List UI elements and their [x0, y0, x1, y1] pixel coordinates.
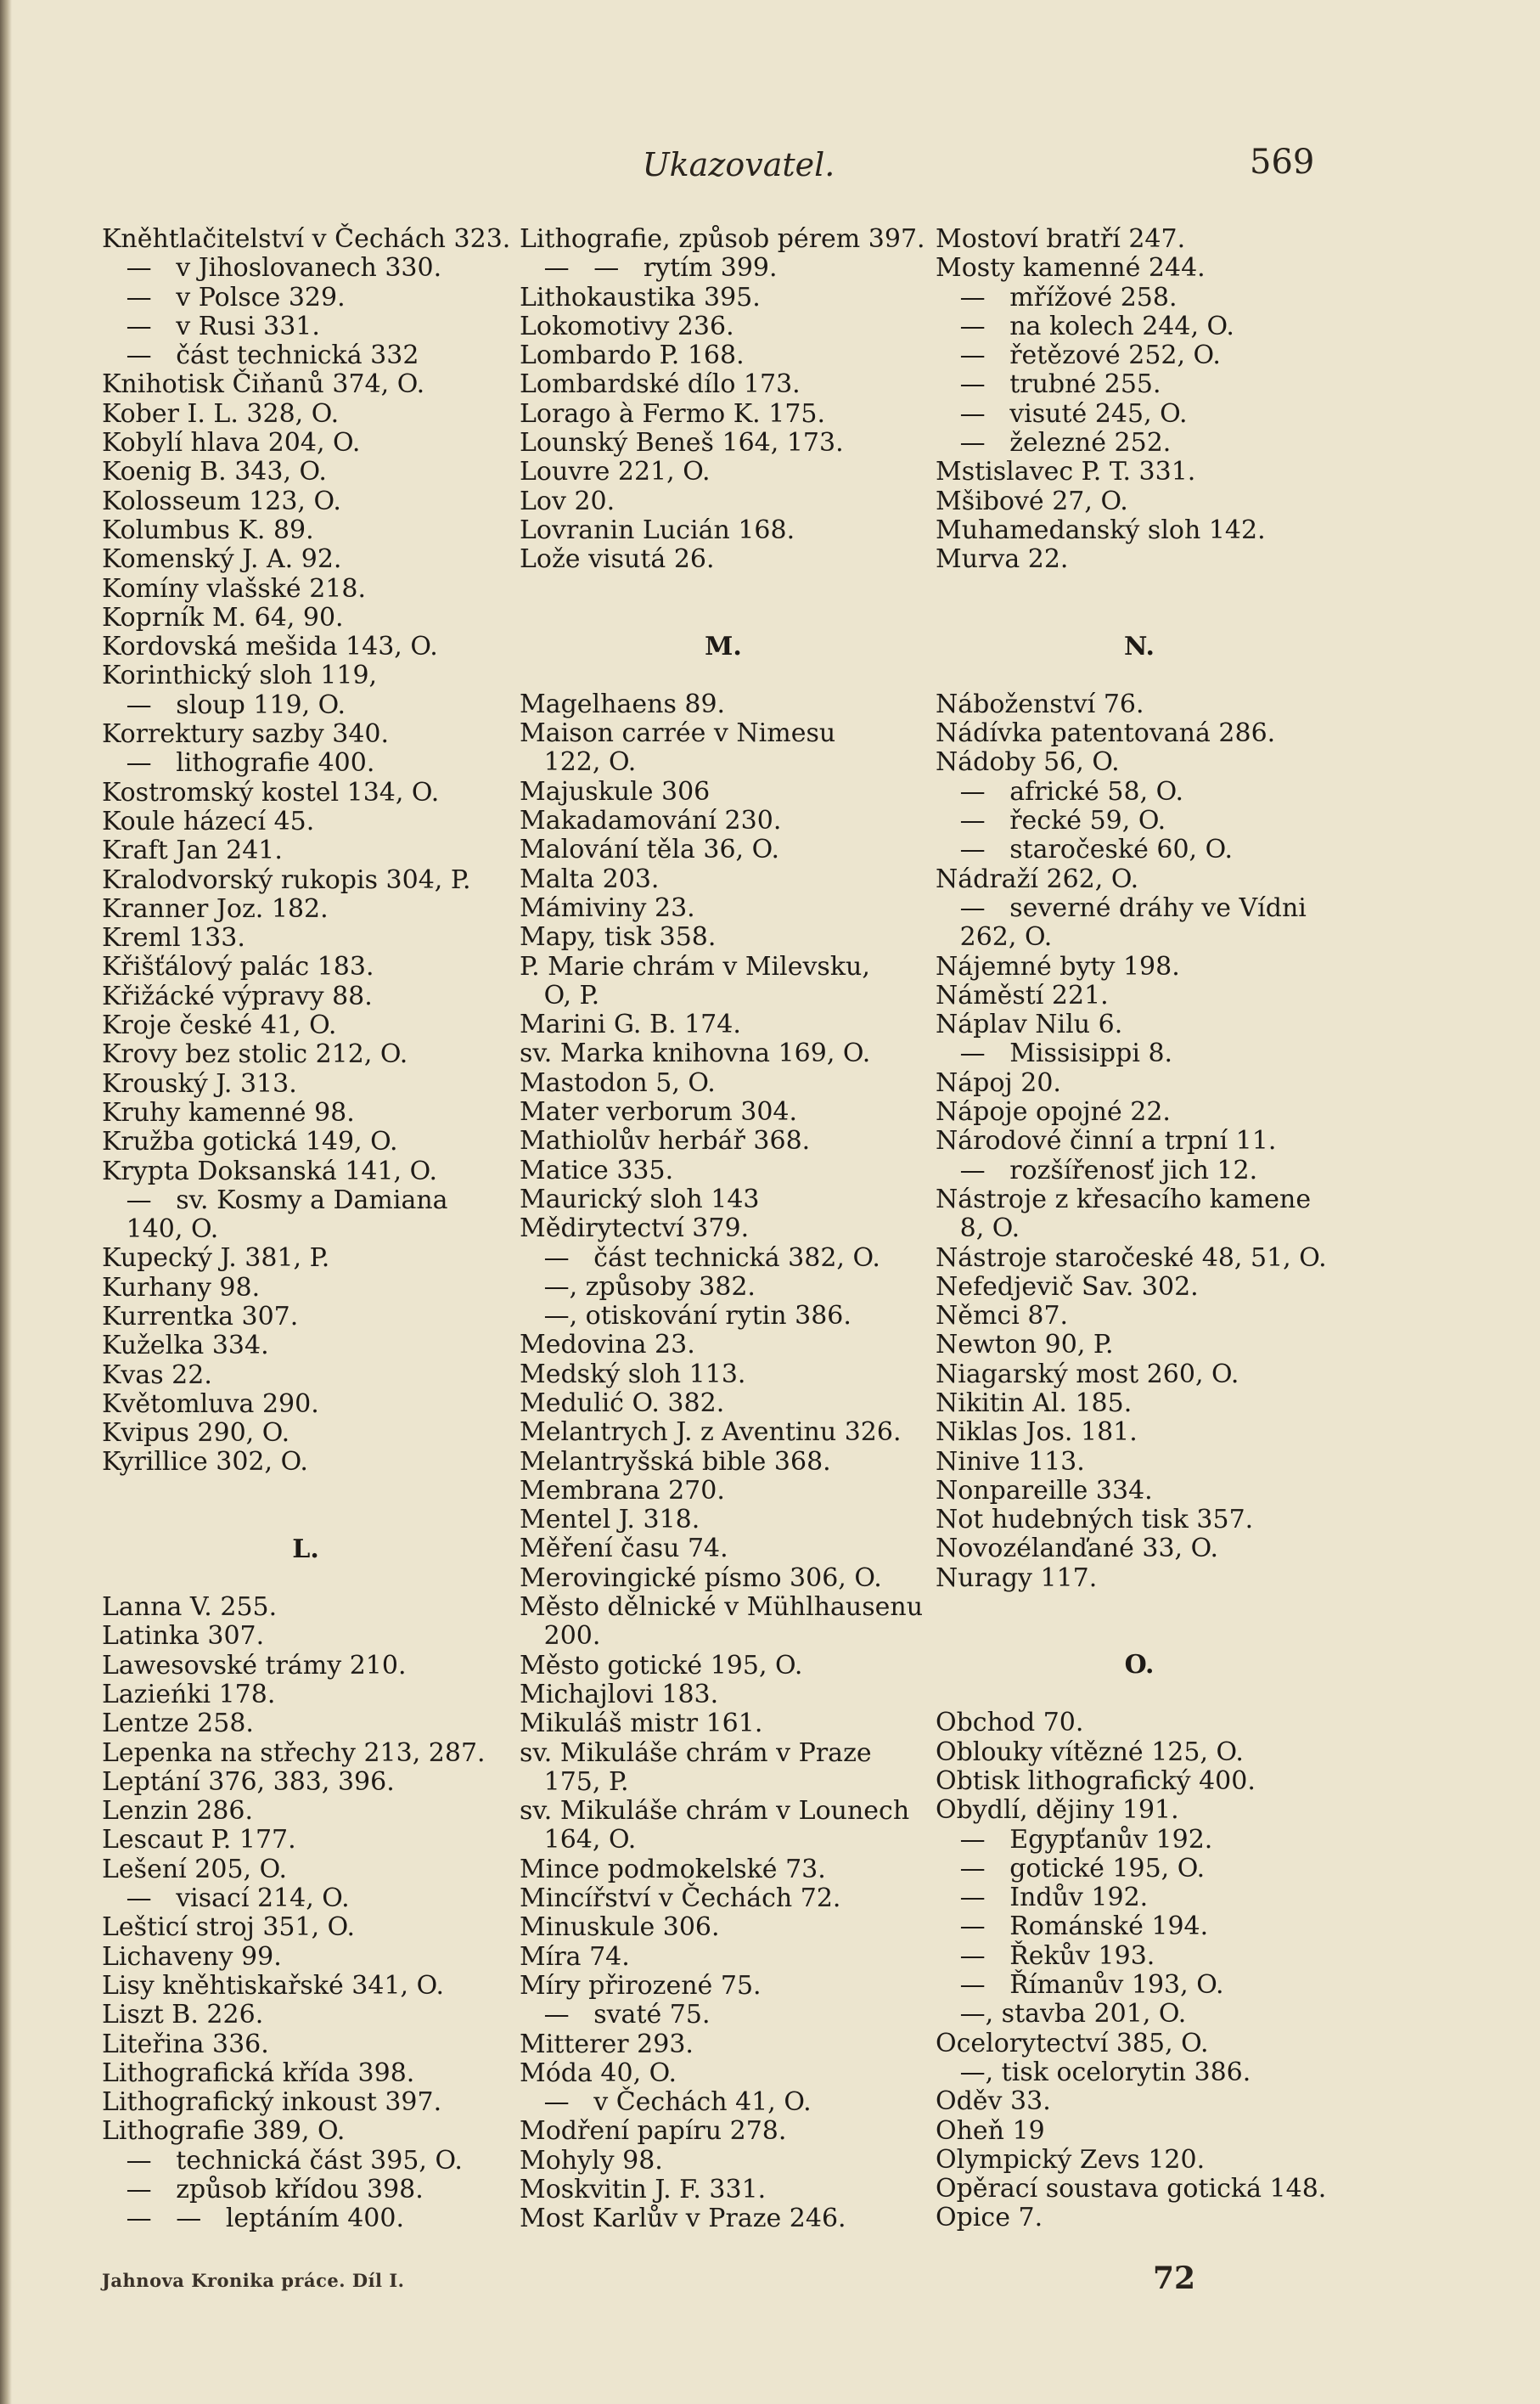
- index-entry: Kroje české 41, O.: [102, 1011, 337, 1041]
- index-entry: Moskvitin J. F. 331.: [520, 2175, 767, 2204]
- index-entry: Magelhaens 89.: [520, 689, 726, 719]
- index-entry: Nonpareille 334.: [936, 1475, 1153, 1506]
- index-entry: Leptání 376, 383, 396.: [102, 1766, 395, 1797]
- index-entry: Opěrací soustava gotická 148.: [936, 2174, 1327, 2204]
- index-entry: Kobylí hlava 204, O.: [102, 428, 361, 459]
- index-entry: Maurický sloh 143: [520, 1184, 760, 1214]
- index-entry: Lentze 258.: [102, 1709, 254, 1739]
- index-entry: — v Jihoslovanech 330.: [102, 253, 442, 284]
- index-entry: — sv. Kosmy a Damiana: [102, 1185, 448, 1215]
- index-entry: Němci 87.: [936, 1301, 1069, 1331]
- index-entry: Mámiviny 23.: [520, 892, 695, 923]
- index-entry: Kurhany 98.: [102, 1272, 261, 1303]
- index-entry: — Románské 194.: [936, 1911, 1209, 1942]
- index-entry: Nástroje staročeské 48, 51, O.: [936, 1242, 1327, 1273]
- index-column-1: [102, 225, 509, 2234]
- index-entry: Medský sloh 113.: [520, 1359, 746, 1389]
- index-entry: Nefedjevič Sav. 302.: [936, 1271, 1199, 1302]
- index-letter-heading: L.: [292, 1534, 319, 1564]
- index-entry: Matice 335.: [520, 1155, 674, 1185]
- index-entry: Náplav Nilu 6.: [936, 1010, 1123, 1040]
- index-entry: Louvre 221, O.: [520, 457, 711, 487]
- index-entry: — na kolech 244, O.: [936, 311, 1234, 341]
- index-entry: Kružba gotická 149, O.: [102, 1127, 398, 1157]
- index-entry: Murva 22.: [936, 544, 1069, 575]
- index-entry: Lanna V. 255.: [102, 1592, 278, 1623]
- index-entry: sv. Mikuláše chrám v Lounech: [520, 1796, 910, 1827]
- index-entry: Míry přirozené 75.: [520, 1970, 762, 2001]
- index-entry: Newton 90, P.: [936, 1330, 1114, 1360]
- index-entry: Latinka 307.: [102, 1621, 265, 1652]
- index-entry: — železné 252.: [936, 428, 1172, 459]
- index-entry: Liteřina 336.: [102, 2029, 269, 2059]
- index-entry: Lombardo P. 168.: [520, 341, 745, 371]
- index-entry: Muhamedanský sloh 142.: [936, 515, 1266, 545]
- index-entry: Korinthický sloh 119,: [102, 661, 378, 691]
- index-column-3: [936, 225, 1343, 2233]
- index-entry: Mostoví bratří 247.: [936, 224, 1186, 254]
- index-entry: — gotické 195, O.: [936, 1853, 1206, 1883]
- index-entry: — africké 58, O.: [936, 776, 1184, 807]
- index-entry: Koenig B. 343, O.: [102, 457, 327, 487]
- index-entry: —, otiskování rytin 386.: [520, 1301, 851, 1331]
- index-entry: Kurrentka 307.: [102, 1301, 299, 1331]
- index-letter-heading: M.: [705, 631, 742, 662]
- index-entry: — severné dráhy ve Vídni: [936, 892, 1307, 923]
- index-entry: Křižácké výpravy 88.: [102, 981, 373, 1011]
- index-entry: Kranner Joz. 182.: [102, 893, 329, 924]
- running-header: Ukazovatel.: [642, 146, 835, 183]
- index-entry: 262, O.: [936, 922, 1053, 953]
- index-entry: O, P.: [520, 980, 600, 1011]
- index-entry: Niklas Jos. 181.: [936, 1417, 1138, 1448]
- index-entry: — Egypťanův 192.: [936, 1824, 1213, 1855]
- index-entry: Mentel J. 318.: [520, 1505, 700, 1535]
- index-entry: Medulić O. 382.: [520, 1388, 725, 1418]
- index-entry: Makadamování 230.: [520, 806, 782, 836]
- index-entry: Křišťálový palác 183.: [102, 952, 374, 982]
- index-entry: Komenský J. A. 92.: [102, 544, 342, 575]
- index-entry: Náměstí 221.: [936, 980, 1109, 1011]
- index-entry: Lichaveny 99.: [102, 1941, 282, 1972]
- index-entry: 140, O.: [102, 1214, 219, 1245]
- index-entry: — staročeské 60, O.: [936, 835, 1233, 865]
- index-entry: Maison carrée v Nimesu: [520, 718, 836, 749]
- index-entry: 8, O.: [936, 1213, 1020, 1244]
- index-entry: Obchod 70.: [936, 1708, 1084, 1738]
- index-entry: — visací 214, O.: [102, 1883, 350, 1914]
- index-entry: — mřížové 258.: [936, 282, 1177, 312]
- index-entry: Knihotisk Čiňanů 374, O.: [102, 369, 425, 400]
- index-entry: Mastodon 5, O.: [520, 1067, 716, 1098]
- index-entry: Oblouky vítězné 125, O.: [936, 1737, 1244, 1767]
- index-entry: Mincířství v Čechách 72.: [520, 1883, 841, 1914]
- index-entry: Kralodvorský rukopis 304, P.: [102, 864, 471, 895]
- index-entry: Medovina 23.: [520, 1330, 695, 1360]
- index-entry: Nápoje opojné 22.: [936, 1097, 1171, 1128]
- index-entry: Lombardské dílo 173.: [520, 369, 801, 400]
- sheet-number: 72: [1153, 2260, 1196, 2296]
- index-entry: Not hudebných tisk 357.: [936, 1505, 1254, 1535]
- index-entry: Mathiolův herbář 368.: [520, 1126, 811, 1157]
- page-number: 569: [1250, 143, 1315, 182]
- index-entry: Nájemné byty 198.: [936, 951, 1180, 982]
- index-entry: Móda 40, O.: [520, 2058, 677, 2088]
- index-entry: Most Karlův v Praze 246.: [520, 2204, 846, 2234]
- index-entry: Koule házecí 45.: [102, 806, 315, 836]
- index-entry: — způsob křídou 398.: [102, 2175, 424, 2204]
- index-entry: Michajlovi 183.: [520, 1679, 719, 1709]
- page-edge: [0, 0, 12, 2404]
- index-entry: Obtisk lithografický 400.: [936, 1765, 1256, 1796]
- index-entry: Lithografie, způsob pérem 397.: [520, 224, 925, 254]
- index-entry: Melantrych J. z Aventinu 326.: [520, 1417, 902, 1448]
- index-letter-heading: O.: [1124, 1650, 1155, 1681]
- index-entry: Kober I. L. 328, O.: [102, 398, 340, 429]
- index-entry: Membrana 270.: [520, 1475, 725, 1506]
- index-entry: Olympický Zevs 120.: [936, 2144, 1206, 2175]
- index-entry: Opice 7.: [936, 2203, 1043, 2233]
- index-entry: Koprník M. 64, 90.: [102, 602, 344, 633]
- index-entry: Lisy kněhtiskařské 341, O.: [102, 1970, 444, 2001]
- index-column-2: [520, 225, 927, 2234]
- index-entry: Lazieńki 178.: [102, 1679, 276, 1709]
- index-entry: Nápoj 20.: [936, 1067, 1061, 1098]
- index-entry: Kolosseum 123, O.: [102, 486, 341, 516]
- index-entry: Melantryšská bible 368.: [520, 1446, 831, 1477]
- index-entry: sv. Marka knihovna 169, O.: [520, 1039, 871, 1069]
- index-entry: —, tisk ocelorytin 386.: [936, 2057, 1251, 2087]
- index-entry: — svaté 75.: [520, 2000, 711, 2030]
- index-entry: Kněhtlačitelství v Čechách 323.: [102, 224, 511, 254]
- index-entry: Marini G. B. 174.: [520, 1010, 741, 1040]
- index-entry: Město dělnické v Mühlhausenu: [520, 1592, 924, 1623]
- index-entry: Niagarský most 260, O.: [936, 1359, 1239, 1389]
- index-entry: Lešticí stroj 351, O.: [102, 1912, 356, 1943]
- index-entry: Krypta Doksanská 141, O.: [102, 1156, 437, 1186]
- index-entry: Lithografie 389, O.: [102, 2116, 346, 2147]
- printer-signature: Jahnova Kronika práce. Díl I.: [102, 2270, 405, 2291]
- index-entry: Lepenka na střechy 213, 287.: [102, 1737, 486, 1768]
- index-entry: — řetězové 252, O.: [936, 341, 1221, 371]
- index-entry: —, stavba 201, O.: [936, 1999, 1187, 2030]
- index-entry: — trubné 255.: [936, 369, 1161, 400]
- index-entry: Lokomotivy 236.: [520, 311, 734, 341]
- index-entry: Nádoby 56, O.: [936, 747, 1120, 778]
- index-entry: Malování těla 36, O.: [520, 835, 779, 865]
- index-entry: 200.: [520, 1621, 601, 1652]
- index-entry: Lescaut P. 177.: [102, 1825, 296, 1855]
- index-entry: — rozšířenosť jich 12.: [936, 1155, 1258, 1185]
- index-entry: Liszt B. 226.: [102, 2000, 264, 2030]
- index-entry: Lawesovské trámy 210.: [102, 1650, 407, 1681]
- index-entry: Nikitin Al. 185.: [936, 1388, 1133, 1418]
- index-entry: Nuragy 117.: [936, 1562, 1098, 1593]
- index-entry: Kordovská mešida 143, O.: [102, 632, 438, 662]
- index-entry: Národové činní a trpní 11.: [936, 1126, 1277, 1157]
- index-entry: Lešení 205, O.: [102, 1854, 287, 1884]
- index-entry: Oděv 33.: [936, 2086, 1051, 2117]
- index-entry: Kvipus 290, O.: [102, 1418, 290, 1449]
- index-entry: — lithografie 400.: [102, 748, 375, 779]
- index-entry: Krouský J. 313.: [102, 1068, 297, 1099]
- index-entry: Kyrillice 302, O.: [102, 1447, 308, 1478]
- index-entry: Lenzin 286.: [102, 1796, 254, 1827]
- index-entry: Kreml 133.: [102, 923, 245, 954]
- index-entry: Ocelorytectví 385, O.: [936, 2028, 1209, 2058]
- index-entry: — v Čechách 41, O.: [520, 2087, 812, 2118]
- index-entry: Nástroje z křesacího kamene: [936, 1184, 1312, 1214]
- index-entry: Lithokaustika 395.: [520, 282, 761, 312]
- index-entry: Kuželka 334.: [102, 1331, 269, 1361]
- index-entry: Mšibové 27, O.: [936, 486, 1128, 516]
- index-entry: — Indův 192.: [936, 1883, 1149, 1913]
- index-entry: Lithografická křída 398.: [102, 2058, 415, 2088]
- index-entry: Nádraží 262, O.: [936, 864, 1139, 894]
- index-entry: — — rytím 399.: [520, 253, 778, 284]
- index-entry: — v Polsce 329.: [102, 282, 346, 312]
- index-entry: Lounský Beneš 164, 173.: [520, 428, 844, 459]
- index-entry: Kupecký J. 381, P.: [102, 1243, 330, 1274]
- index-entry: Mosty kamenné 244.: [936, 253, 1206, 284]
- index-entry: Mapy, tisk 358.: [520, 922, 717, 953]
- index-entry: Majuskule 306: [520, 776, 711, 807]
- index-entry: Mitterer 293.: [520, 2029, 694, 2059]
- index-entry: Mater verborum 304.: [520, 1097, 798, 1128]
- index-entry: Nádívka patentovaná 286.: [936, 718, 1276, 749]
- index-entry: Měření času 74.: [520, 1534, 728, 1564]
- index-letter-heading: N.: [1124, 631, 1155, 662]
- index-entry: Kruhy kamenné 98.: [102, 1097, 355, 1128]
- index-entry: Merovingické písmo 306, O.: [520, 1562, 882, 1593]
- index-entry: 122, O.: [520, 747, 637, 778]
- index-entry: sv. Mikuláše chrám v Praze: [520, 1737, 872, 1768]
- index-entry: Lovranin Lucián 168.: [520, 515, 795, 545]
- index-entry: 175, P.: [520, 1766, 629, 1797]
- index-entry: Lithografický inkoust 397.: [102, 2087, 442, 2118]
- index-entry: — řecké 59, O.: [936, 806, 1166, 836]
- index-entry: Květomluva 290.: [102, 1388, 319, 1419]
- index-entry: Obydlí, dějiny 191.: [936, 1795, 1179, 1826]
- index-entry: — Římanův 193, O.: [936, 1970, 1224, 2001]
- index-entry: Lože visutá 26.: [520, 544, 715, 575]
- index-entry: Lorago à Fermo K. 175.: [520, 398, 826, 429]
- index-entry: Náboženství 76.: [936, 689, 1144, 719]
- index-entry: — Řekův 193.: [936, 1940, 1155, 1971]
- index-entry: Kostromský kostel 134, O.: [102, 777, 440, 808]
- index-entry: Lov 20.: [520, 486, 615, 516]
- index-entry: Mědirytectví 379.: [520, 1213, 750, 1244]
- index-entry: Mikuláš mistr 161.: [520, 1709, 763, 1739]
- index-entry: — sloup 119, O.: [102, 690, 346, 720]
- index-entry: — technická část 395, O.: [102, 2145, 463, 2176]
- index-entry: Korrektury sazby 340.: [102, 719, 390, 750]
- index-entry: Ninive 113.: [936, 1446, 1085, 1477]
- index-entry: — v Rusi 331.: [102, 311, 320, 341]
- index-entry: — část technická 382, O.: [520, 1242, 880, 1273]
- index-entry: P. Marie chrám v Milevsku,: [520, 951, 870, 982]
- index-entry: Kraft Jan 241.: [102, 836, 283, 866]
- index-entry: — — leptáním 400.: [102, 2204, 405, 2234]
- index-entry: — visuté 245, O.: [936, 398, 1188, 429]
- index-entry: — Missisippi 8.: [936, 1039, 1173, 1069]
- index-entry: Novozélanďané 33, O.: [936, 1534, 1219, 1564]
- index-entry: — část technická 332: [102, 341, 419, 371]
- index-entry: Modření papíru 278.: [520, 2116, 787, 2147]
- index-entry: Míra 74.: [520, 1941, 630, 1972]
- index-entry: Minuskule 306.: [520, 1912, 720, 1943]
- index-entry: 164, O.: [520, 1825, 637, 1855]
- index-entry: Krovy bez stolic 212, O.: [102, 1039, 408, 1070]
- index-entry: Mince podmokelské 73.: [520, 1854, 826, 1884]
- index-entry: —, způsoby 382.: [520, 1271, 756, 1302]
- index-entry: Oheň 19: [936, 2115, 1045, 2146]
- index-entry: Mohyly 98.: [520, 2145, 663, 2176]
- index-entry: Malta 203.: [520, 864, 660, 894]
- index-entry: Kvas 22.: [102, 1360, 212, 1390]
- index-entry: Mstislavec P. T. 331.: [936, 457, 1196, 487]
- index-entry: Město gotické 195, O.: [520, 1650, 803, 1681]
- index-entry: Kolumbus K. 89.: [102, 515, 314, 545]
- index-entry: Komíny vlašské 218.: [102, 573, 367, 604]
